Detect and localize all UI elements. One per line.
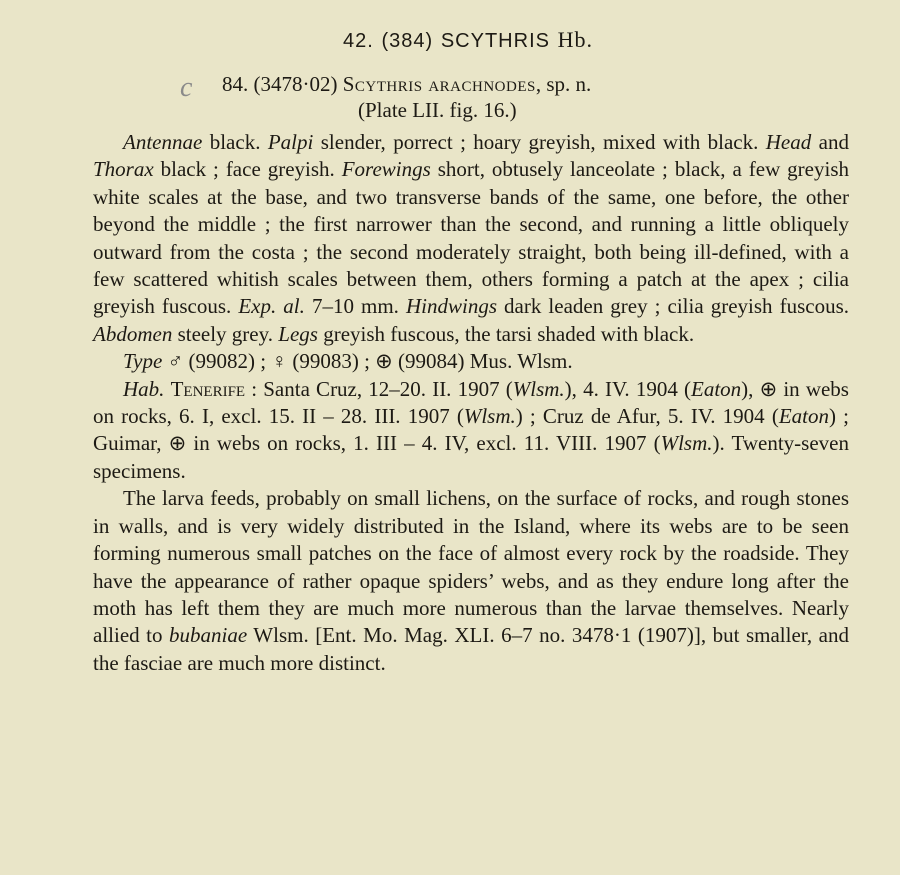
locality-name: Tenerife <box>170 376 246 401</box>
species-number: 84. <box>222 72 249 96</box>
species-name: Scythris arachnodes <box>342 72 536 96</box>
italic-term: Wlsm. <box>512 376 565 401</box>
italic-term: Eaton <box>691 376 742 401</box>
italic-term: Wlsm. <box>463 404 516 429</box>
type-paragraph <box>93 348 849 375</box>
italic-term: Hab. <box>123 376 165 401</box>
italic-term: Legs <box>278 321 318 346</box>
text-run: ), ⊕ in webs on rocks, 6. I, excl. 15. II – 28. III. 1907 ( <box>93 376 849 429</box>
italic-term: Antennae <box>123 130 203 154</box>
text-run: black ; face greyish. <box>153 157 342 182</box>
pencil-annotation: c <box>180 72 193 103</box>
italic-term: Hindwings <box>405 294 497 319</box>
italic-term: Abdomen <box>93 321 173 346</box>
text-run: black. <box>202 130 268 154</box>
larva-paragraph <box>93 485 849 677</box>
italic-term: Thorax <box>93 157 154 182</box>
text-run: and <box>811 130 849 154</box>
italic-term: Eaton <box>778 404 830 429</box>
text-run: 7–10 mm. <box>304 294 406 319</box>
text-run: ). Twenty-seven specimens. <box>93 431 849 483</box>
species-description <box>93 129 849 677</box>
species-status: , sp. n. <box>535 72 592 96</box>
text-run: The larva feeds, probably on small lichens, on the surface of rocks, and rough stones in walls, and is very widely distributed in the Island, where its webs are to be seen forming numerous small patches on the face of almost every rock by the roadside. They have the appearance of rather opaque spiders’ webs, and as they endure long after the moth has left them they are much more numerous than the larvae themselves. Nearly allied to <box>93 486 849 648</box>
italic-term: Forewings <box>341 157 431 182</box>
text-run: ) ; Cruz de Afur, 5. IV. 1904 ( <box>515 404 779 429</box>
species-heading <box>222 72 591 97</box>
text-run: steely grey. <box>172 321 279 346</box>
text-run: ) ; Guimar, ⊕ in webs on rocks, 1. III – 4. IV, excl. 11. VIII. 1907 ( <box>93 404 849 456</box>
running-header <box>18 27 900 53</box>
italic-term: Palpi <box>267 130 314 154</box>
plate-reference: (Plate LII. fig. 16.) <box>358 98 517 122</box>
text-run: short, obtusely lanceolate ; black, a few greyish white scales at the base, and two transverse bands of the same, one before, the other beyond the middle ; the first narrower than the second, and running a little obliquely outward from the costa ; the second moderately straight, both being ill-defined, with a few scattered whitish scales between them, others forming a patch at the apex ; cilia greyish fuscous. <box>93 157 849 319</box>
text-run: dark leaden grey ; cilia greyish fuscous. <box>497 294 850 319</box>
text-run: slender, porrect ; hoary greyish, mixed with black. <box>313 130 766 154</box>
original-page-number: (384) <box>381 30 434 52</box>
italic-term: Type <box>123 349 163 374</box>
catalog-number: (3478·02) <box>253 72 338 96</box>
genus-heading: SCYTHRIS <box>440 30 550 52</box>
text-run: ♂ (99082) ; ♀ (99083) ; ⊕ (99084) Mus. Wlsm. <box>162 349 573 374</box>
habitat-paragraph <box>93 376 849 486</box>
text-run: ), 4. IV. 1904 ( <box>564 376 691 401</box>
description-paragraph <box>93 129 849 348</box>
italic-term: Exp. al. <box>238 294 305 319</box>
italic-term: bubaniae <box>169 623 248 648</box>
italic-term: Wlsm. <box>660 431 713 456</box>
page-number: 42. <box>342 30 374 52</box>
text-run: greyish fuscous, the tarsi shaded with black. <box>317 321 695 346</box>
genus-author: Hb. <box>557 27 594 52</box>
italic-term: Head <box>765 130 812 154</box>
text-run: Wlsm. [Ent. Mo. Mag. XLI. 6–7 no. 3478·1 (1907)], but smaller, and the fasciae are much more distinct. <box>93 623 850 675</box>
text-run: : Santa Cruz, 12–20. II. 1907 ( <box>245 376 513 401</box>
